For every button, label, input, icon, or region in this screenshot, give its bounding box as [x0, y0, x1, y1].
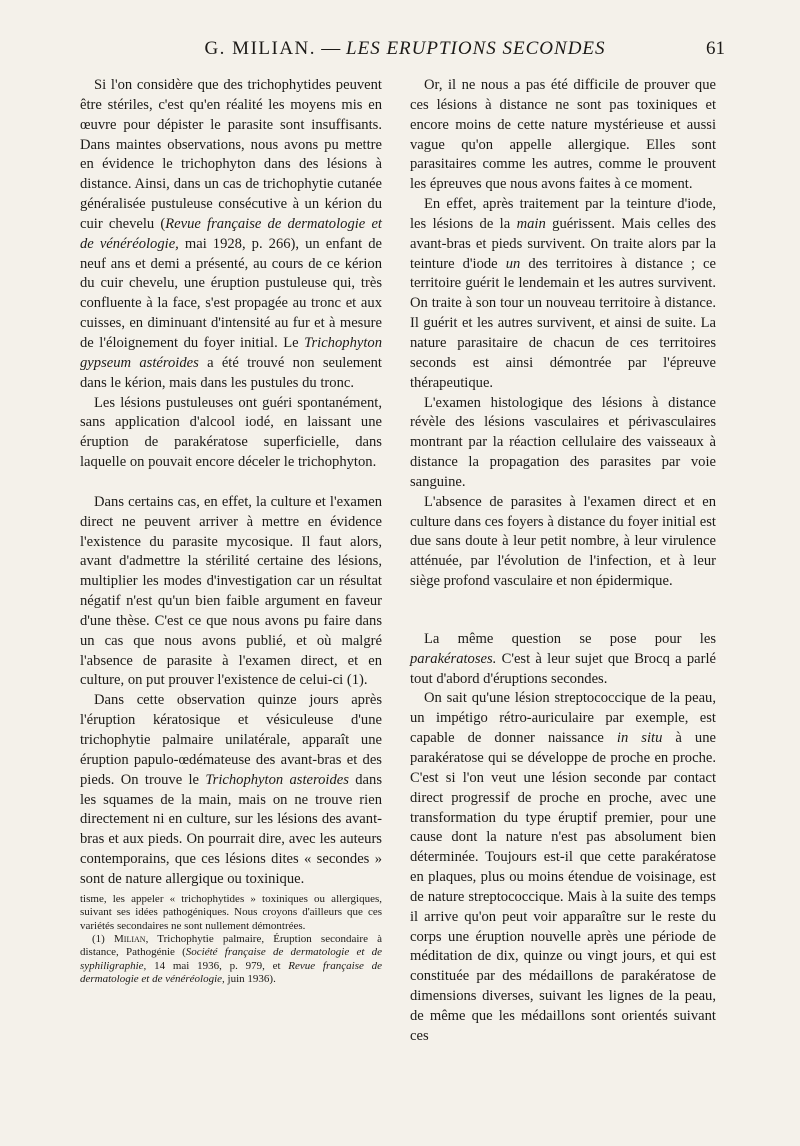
species-name: Trichophyton asteroides	[205, 771, 349, 788]
right-paragraph-5	[410, 630, 716, 690]
right-paragraph-6	[410, 689, 716, 1046]
right-paragraph-3: L'examen histologique des lésions à distance révèle des lésions vasculaires et périvasculaires montrant par la réaction cellulaire des vaisseaux à distance la propagation des parasites par voie sanguine.	[410, 394, 716, 490]
running-title	[85, 38, 725, 60]
page-number: 61	[706, 38, 725, 59]
text-run: guérissent. Mais celles des avant-bras et pieds survivent. On traite alors par la teinture d'iode	[410, 215, 716, 272]
text-run: On sait qu'une lésion streptococcique de la peau, un impétigo rétro-auriculaire par exemple, est capable de donner naissance	[410, 690, 716, 747]
left-paragraph-3: Dans certains cas, en effet, la culture et l'examen direct ne peuvent arriver à mettre en évidence l'existence du parasite mycosique. Il faut alors, avant d'admettre la stérilité certaine des lésions, multiplier les modes d'investigation car un résultat négatif n'est qu'un bien faible argument en faveur d'une thèse. C'est ce que nous avons pu faire dans un cas que nous avons publié, et où malgré l'absence de parasite à l'examen direct, et en culture, on put prouver l'existence de celui-ci (1).	[80, 493, 382, 689]
emphasis: un	[505, 255, 521, 272]
text-run: 14 mai 1936, p. 979, et	[146, 959, 289, 972]
text-run: des territoires à distance ; ce territoire guérit le lendemain et les autres survivent. On traite à son tour un nouveau territoire à distance. Il guérit et les autres survivent, et ainsi de suite. La nature parasitaire de chacun de ces territoires seconds est ainsi démontrée par l'épreuve thérapeutique.	[410, 255, 717, 391]
right-paragraph-1: Or, il ne nous a pas été difficile de prouver que ces lésions à distance ne sont pas toxiniques et encore moins de cette nature mystérieuse et aussi vague qu'on appelle allergique. Elles sont parasitaires comme les autres, comme le prouvent les épreuves que nous avons faites à ce moment.	[410, 77, 716, 193]
text-run: Si l'on considère que des trichophytides peuvent être stériles, c'est qu'en réalité les moyens mis en œuvre pour dépister le parasite sont insuffisants. Dans maintes observations, nous avons pu mettre en évidence le trichophyton dans des lésions à distance. Ainsi, dans un cas de trichophytie cutanée généralisée pustuleuse consécutive à un kérion du cuir chevelu (	[80, 77, 382, 232]
emphasis: main	[516, 215, 546, 232]
emphasis: in situ	[616, 730, 663, 747]
left-paragraph-2: Les lésions pustuleuses ont guéri spontanément, sans application d'alcool iodé, en laissant une éruption de parakératose superficielle, dans laquelle on pouvait encore déceler le trichophyton.	[80, 394, 382, 471]
footnotes	[80, 893, 382, 987]
right-column	[410, 76, 716, 1047]
running-head-dash: —	[316, 38, 347, 59]
right-paragraph-4: L'absence de parasites à l'examen direct et en culture dans ces foyers à distance du foyer initial est due sans doute à leur petit nombre, à leur virulence atténuée, par l'évolution de l'infection, et à leur siège profond vasculaire et non épidermique.	[410, 493, 716, 590]
footnote-continuation: tisme, les appeler « trichophytides » toxiniques ou allergiques, suivant ses idées pathogéniques. Nous croyons d'ailleurs que ces variétés secondaires ne sont nullement démontrées.	[80, 892, 382, 932]
running-head	[85, 38, 725, 64]
text-run: juin 1936).	[224, 973, 276, 986]
text-run: , Trichophytie palmaire, Éruption secondaire à distance, Pathogénie (	[80, 932, 382, 959]
journal-reference: Société française de dermatologie et de syphiligraphie,	[80, 946, 382, 972]
text-run: C'est à leur sujet que Brocq a parlé tout d'abord d'éruptions secondes.	[410, 650, 716, 687]
left-paragraph-1	[80, 76, 382, 394]
species-name: Trichophyton gypseum astéroides	[80, 334, 382, 371]
text-run: a été trouvé non seulement dans le kérion, mais dans les pustules du tronc.	[80, 354, 382, 391]
right-paragraph-2	[410, 195, 716, 393]
text-run: mai 1928, p. 266), un enfant de neuf ans et demi a présenté, au cours de ce kérion du cuir chevelu, une éruption pustuleuse qui, très confluente à la face, s'est propagée au tronc et aux cuisses, en diminuant d'intensité au fur et à mesure de l'éloignement du foyer initial. Le	[80, 235, 382, 351]
left-column	[80, 76, 382, 987]
footnote-marker: (1)	[92, 932, 114, 945]
journal-reference: Revue française de dermatologie et de vénéréologie,	[80, 959, 382, 986]
running-head-author: G. MILIAN.	[204, 38, 317, 59]
footnote-1	[80, 933, 382, 987]
text-run: à une parakératose qui se développe de proche en proche. C'est si l'on veut une lésion seconde par contact direct progressif de proche en proche, avec une transformation du type éruptif premier, pour une cause dont la nature n'est pas absolument bien déterminée. Toujours est-il que cette parakératose en plaques, plus ou moins étendue de voisinage, est de nature streptococcique. Mais à la suite des temps il arrive qu'on peut voir apparaître sur le reste du corps une éruption nouvelle après une période de méditation de dix, quinze ou vingt jours, et qui est constituée par des médaillons de parakératose de dimensions diverses, suivant les lignes de la peau, de même que les médaillons sont orientés suivant ces	[410, 730, 716, 1044]
footnote-author: Milian	[114, 932, 146, 945]
text-run: dans les squames de la main, mais on ne trouve rien directement ni en culture, sur les lésions des avant-bras et aux pieds. On pourrait dire, avec les auteurs contemporains, que ces lésions dites « secondes » sont de nature allergique ou toxinique.	[80, 771, 382, 887]
text-run: Dans cette observation quinze jours après l'éruption kératosique et vésiculeuse d'une trichophytie palmaire unilatérale, apparaît une éruption papulo-œdémateuse des avant-bras et des pieds. On trouve le	[80, 692, 382, 788]
left-paragraph-4	[80, 691, 382, 889]
text-run: La même question se pose pour les	[424, 630, 716, 647]
emphasis: parakératoses.	[410, 650, 497, 667]
journal-reference: Revue française de dermatologie et de vénéréologie,	[80, 215, 382, 252]
running-head-article-title: LES ERUPTIONS SECONDES	[346, 38, 606, 59]
text-run: En effet, après traitement par la teinture d'iode, les lésions de la	[410, 196, 716, 232]
